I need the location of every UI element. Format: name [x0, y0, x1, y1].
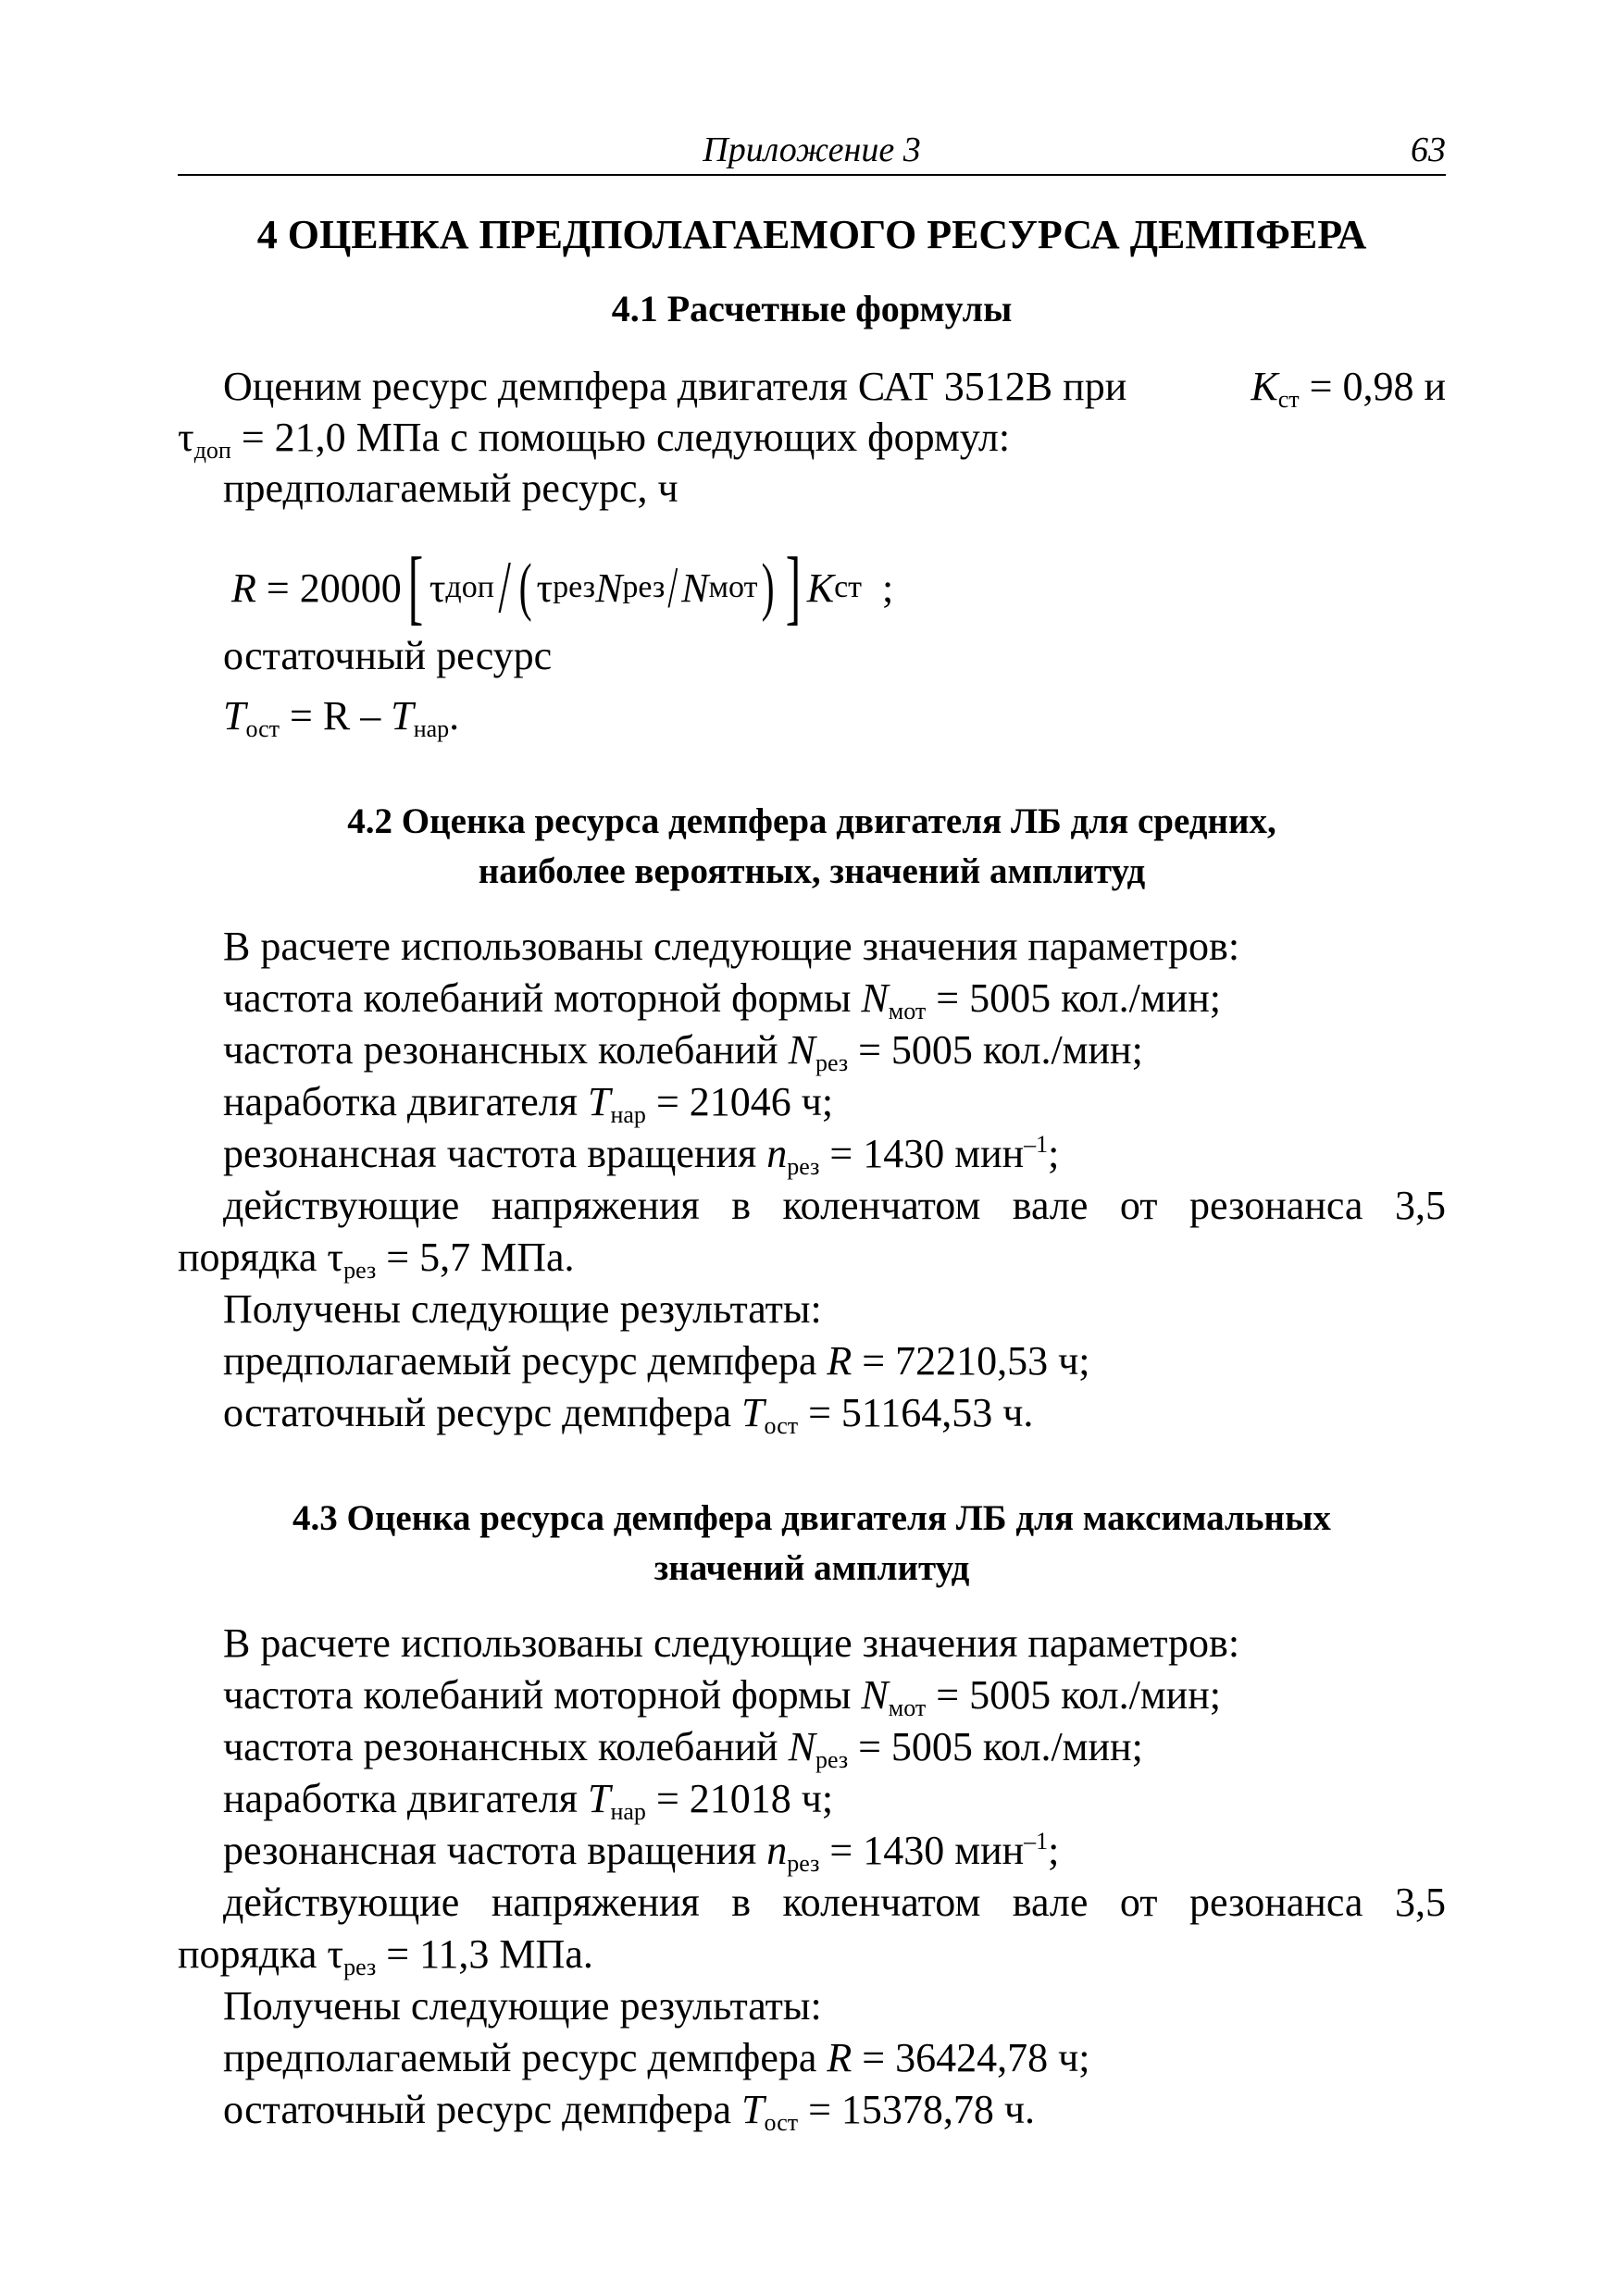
result-resource: предполагаемый ресурс демпфера R = 36424,78 ч; — [223, 2035, 1090, 2080]
param-stress-line2: порядка $\tau_{рез} = 5,7$ МПа. — [178, 1235, 575, 1284]
header-rule — [178, 174, 1446, 176]
param-stress-line1: действующие напряжения в коленчатом вале от резонанса 3,5 — [223, 1183, 1446, 1228]
subsection-heading-4-3-line2: значений амплитуд — [653, 1548, 970, 1588]
intro-line-1: Оценим ресурс демпфера двигателя САТ 3512В при $K_{ст} = 0,98$ и — [223, 364, 1446, 413]
param-operating-time: наработка двигателя $T_{нар} = 21018$ ч; — [223, 1776, 834, 1825]
header-title: Приложение 3 — [703, 130, 921, 169]
result-residual: остаточный ресурс демпфера $T_{ост} = 51164,53$ ч. — [223, 1390, 1034, 1439]
subsection-heading-4-1: 4.1 Расчетные формулы — [611, 288, 1013, 329]
params-intro: В расчете использованы следующие значения параметров: — [223, 1620, 1240, 1666]
subsection-heading-4-3-line1: 4.3 Оценка ресурса демпфера двигателя ЛБ для максимальных — [292, 1498, 1331, 1538]
result-residual: остаточный ресурс демпфера $T_{ост} = 15378,78$ ч. — [223, 2087, 1036, 2136]
residual-formula: $T_{ост} = R - T_{нар}$. — [223, 693, 460, 742]
intro-line-2: $\tau_{доп} = 21,0$ МПа с помощью следующих формул: — [178, 415, 1011, 464]
section-heading: 4 ОЦЕНКА ПРЕДПОЛАГАЕМОГО РЕСУРСА ДЕМПФЕРА — [256, 212, 1367, 257]
param-stress-line1: действующие напряжения в коленчатом вале от резонанса 3,5 — [223, 1880, 1446, 1925]
param-stress-line2: порядка $\tau_{рез} = 11,3$ МПа. — [178, 1931, 593, 1980]
result-resource: предполагаемый ресурс демпфера R = 72210,53 ч; — [223, 1338, 1090, 1384]
param-rotation-frequency: резонансная частота вращения $n_{рез} = 1430$ мин$^{-1}$; — [223, 1828, 1060, 1877]
param-rotation-frequency: резонансная частота вращения $n_{рез} = 1430$ мин$^{-1}$; — [223, 1131, 1060, 1180]
subsection-heading-4-2-line1: 4.2 Оценка ресурса демпфера двигателя ЛБ для средних, — [347, 801, 1276, 841]
resource-label: предполагаемый ресурс, ч — [223, 465, 678, 511]
results-intro: Получены следующие результаты: — [223, 1983, 822, 2029]
param-operating-time: наработка двигателя $T_{нар} = 21046$ ч; — [223, 1079, 834, 1128]
resource-formula: R = 20000 [ τ доп / ( τ рез N рез / N мот ) ] K ст ; — [231, 541, 894, 633]
results-intro: Получены следующие результаты: — [223, 1286, 822, 1332]
param-resonance-frequency: частота резонансных колебаний $N_{рез} = 5005$ кол./мин; — [223, 1027, 1143, 1076]
page-number: 63 — [1411, 130, 1446, 169]
params-intro: В расчете использованы следующие значения параметров: — [223, 924, 1240, 969]
param-motor-frequency: частота колебаний моторной формы $N_{мот} = 5005$ кол./мин; — [223, 1672, 1221, 1721]
running-header — [178, 130, 1446, 176]
residual-label: остаточный ресурс — [223, 633, 553, 678]
param-motor-frequency: частота колебаний моторной формы $N_{мот} = 5005$ кол./мин; — [223, 975, 1221, 1024]
subsection-heading-4-2-line2: наиболее вероятных, значений амплитуд — [478, 851, 1146, 891]
param-resonance-frequency: частота резонансных колебаний $N_{рез} = 5005$ кол./мин; — [223, 1724, 1143, 1773]
